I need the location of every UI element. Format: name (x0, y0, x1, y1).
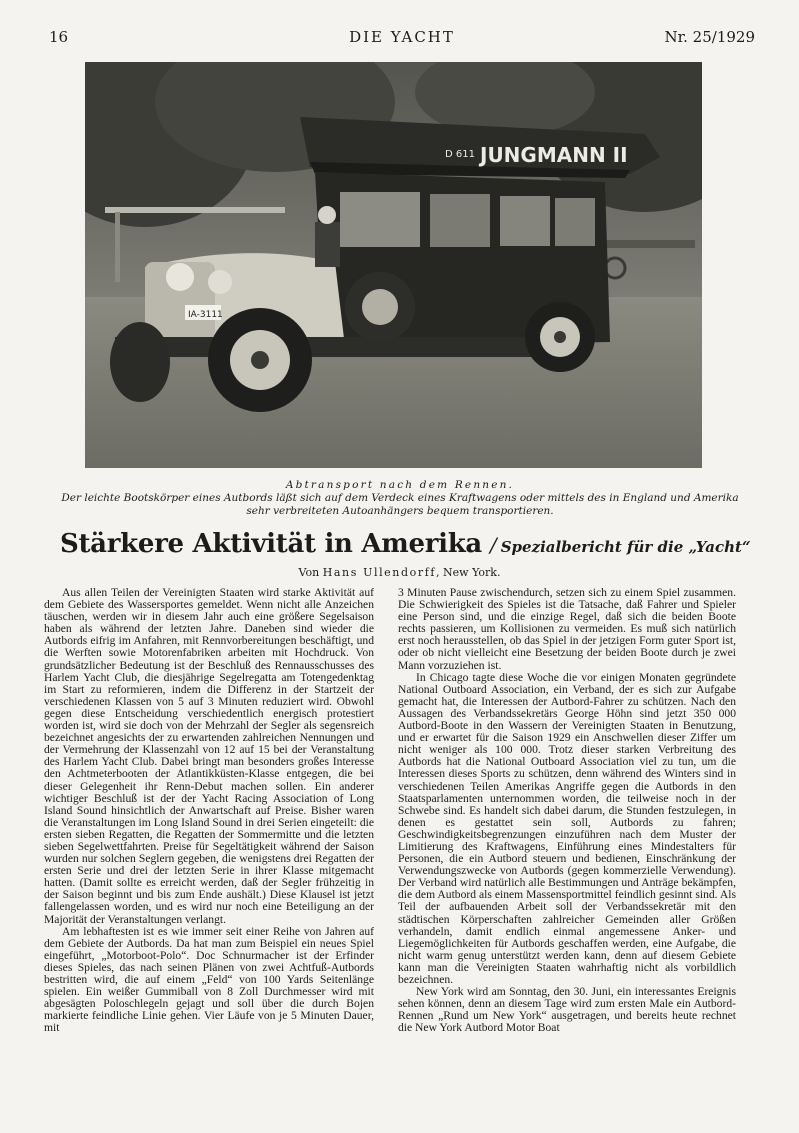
paragraph: New York wird am Sonntag, den 30. Juni, ein interessantes Ereignis sehen können, denn an diesem Tage wird zum ersten Male ein Autbord-Rennen „Rund um New York“ ausgetragen, und bereits heute rechnet die New York Autbord Motor Boat (398, 985, 736, 1035)
page-number: 16 (49, 28, 69, 46)
headline-subtitle: Spezialbericht für die „Yacht“ (500, 538, 751, 556)
article-headline (60, 529, 751, 559)
page-header (49, 28, 755, 48)
license-plate: IA-3111 (188, 310, 223, 320)
car-with-boat-illustration (85, 62, 702, 468)
byline-prefix: Von (298, 566, 320, 579)
caption-title: Abtransport nach dem Rennen. (285, 479, 515, 491)
caption-text: Der leichte Bootskörper eines Autbords läßt sich auf dem Verdeck eines Kraftwagens oder mittels des in England und Amerika sehr verbreiteten Autoanhängers bequem transportieren. (61, 492, 739, 517)
paragraph: In Chicago tagte diese Woche die vor einigen Monaten gegründete National Outboard Association, ein Verband, der es sich zur Aufgabe gemacht hat, die Interessen der Autbord-Fahrer zu schützen. Nach den Aussagen des Verbandssekretärs George Höhn sind jetzt 350 000 Autbord-Boote in den Wassern der Vereinigten Staaten in Benutzung, und er erwartet für die Saison 1929 ein Anschwellen dieser Ziffer um nicht weniger als 100 000. Trotz dieser starken Verbreitung des Autbords hat die National Outboard Association viel zu tun, um die Interessen dieses Sports zu schützen, denn während des Winters sind in verschiedenen Teilen Amerikas Angriffe gegen die Autbords in den Staatsparlamenten unternommen worden, die teilweise noch in der Schwebe sind. Es handelt sich dabei darum, die Stunden festzulegen, in denen es gestattet sein soll, Autbords zu fahren; Geschwindigkeitsbegrenzungen einzuführen nach dem Muster der Limitierung des Kraftwagens, Einführung eines Mindestalters für Personen, die ein Autbord steuern und bedienen, Einschränkung der Verwendungszwecke von Autbords (gegen kommerzielle Verwendung). Der Verband wird natürlich alle Bestimmungen und Anträge bekämpfen, die dem Autbord als einem Massensportmittel feindlich gesinnt sind. Als Teil der aufbauenden Arbeit soll der Verbandssekretär mit den städtischen Körperschaften zahlreicher Gemeinden aller Größen verhandeln, damit endlich einmal angemessene Anker- und Liegemöglichkeiten für Autbords geschaffen werden, eine Aufgabe, die nicht warm genug unterstützt werden kann, denn auf diesem Gebiete kann man die Vereinigten Staaten wahrhaftig nicht als vorbildlich bezeichnen. (398, 670, 736, 986)
boat-registration: D 611 (445, 149, 475, 160)
author-name: Hans Ullendorff (322, 566, 437, 579)
byline-location: , New York. (436, 566, 501, 579)
headline-main: Stärkere Aktivität in Amerika (60, 529, 482, 559)
paragraph: Aus allen Teilen der Vereinigten Staaten wird starke Aktivität auf dem Gebiete des Wassersportes gemeldet. Wenn nicht alle Anzeichen täuschen, werden wir in diesem Jahr auch eine größere Segelsaison haben als während der letzten Jahre. Daneben sind wieder die Autbords eifrig im Anfahren, mit Rennvorbereitungen beschäftigt, und die Werften sowie Motorenfabriken arbeiten mit Hochdruck. Von grundsätzlicher Bedeutung ist der Beschluß des Rennausschusses des Harlem Yacht Club, die diesjährige Segelregatta am Totengedenktag im Start zu reformieren, indem die Differenz in der Startzeit der verschiedenen Klassen von 5 auf 3 Minuten reduziert wird. Obwohl gegen diese Entscheidung verschiedentlich energisch protestiert worden ist, wird sie doch von der Mehrzahl der Segler als segensreich bezeichnet angesichts der zu erwartenden zahlreichen Nennungen und der Vermehrung der Klassenzahl von 12 auf 15 bei der Veranstaltung des Harlem Yacht Club. Dabei bringt man besonders großes Interesse den Achtmeterbooten der Atlantikküsten-Klasse entgegen, die bei dieser Gelegenheit ihr Renn-Debut machen sollen. Ein anderer wichtiger Beschluß ist der der Yacht Racing Association of Long Island Sound hinsichtlich der Anwartschaft auf Preise. Bisher waren die Veranstaltungen im Long Island Sound in drei Serien eingeteilt: die ersten sieben Regatten, die Regatten der Sommermitte und die letzten sieben Segelwettfahrten. Preise für Segeltätigkeit während der Saison wurden nur solchen Seglern gegeben, die wenigstens drei Regatten der ersten Serie und drei der letzten Serie in ihrer Klasse mitgemacht hatten. (Damit sollte es erreicht werden, daß der Segler frühzeitig in der Saison beginnt und bis zum Ende aushält.) Diese Klausel ist jetzt fallengelassen worden, und es wird nur noch eine Beteiligung an der Majorität der Veranstaltungen verlangt. (44, 586, 374, 926)
paragraph: 3 Minuten Pause zwischendurch, setzen sich zu einem Spiel zusammen. Die Schwierigkeit des Spieles ist die Tatsache, daß Fahrer und Spieler eine Person sind, und die einzige Regel, daß sich die beiden Boote rechts passieren, um Kollisionen zu vermeiden. Es muß sich natürlich erst noch herausstellen, ob das Spiel in der jetzigen Form guter Sport ist, oder ob nicht vielleicht eine Besetzung der beiden Boote durch je zwei Mann vorzuziehen ist. (398, 586, 736, 672)
issue-number: Nr. 25/1929 (664, 28, 755, 46)
photo-caption (60, 479, 740, 518)
magazine-title: DIE YACHT (349, 28, 455, 46)
article-photo (85, 62, 702, 468)
paragraph: Am lebhaftesten ist es wie immer seit einer Reihe von Jahren auf dem Gebiete der Autbords. Da hat man zum Beispiel ein neues Spiel eingeführt, „Motorboot-Polo“. Doc Schnurmacher ist der Erfinder dieses Spieles, das nach seinen Plänen von zwei Achtfuß-Autbords bestritten wird, die auf einem „Feld“ von 100 Yards Seitenlänge spielen. Ein weißer Gummiball von 8 Zoll Durchmesser wird mit abgesägten Poloschlegeln gejagt und soll über die durch Bojen markierte feindliche Linie gehen. Vier Läufe von je 5 Minuten Dauer, mit (44, 924, 374, 1035)
byline (0, 566, 799, 579)
article-column-left (44, 587, 374, 1034)
headline-separator: / (489, 533, 497, 557)
boat-name: JUNGMANN II (480, 143, 628, 167)
article-column-right (398, 587, 736, 1034)
